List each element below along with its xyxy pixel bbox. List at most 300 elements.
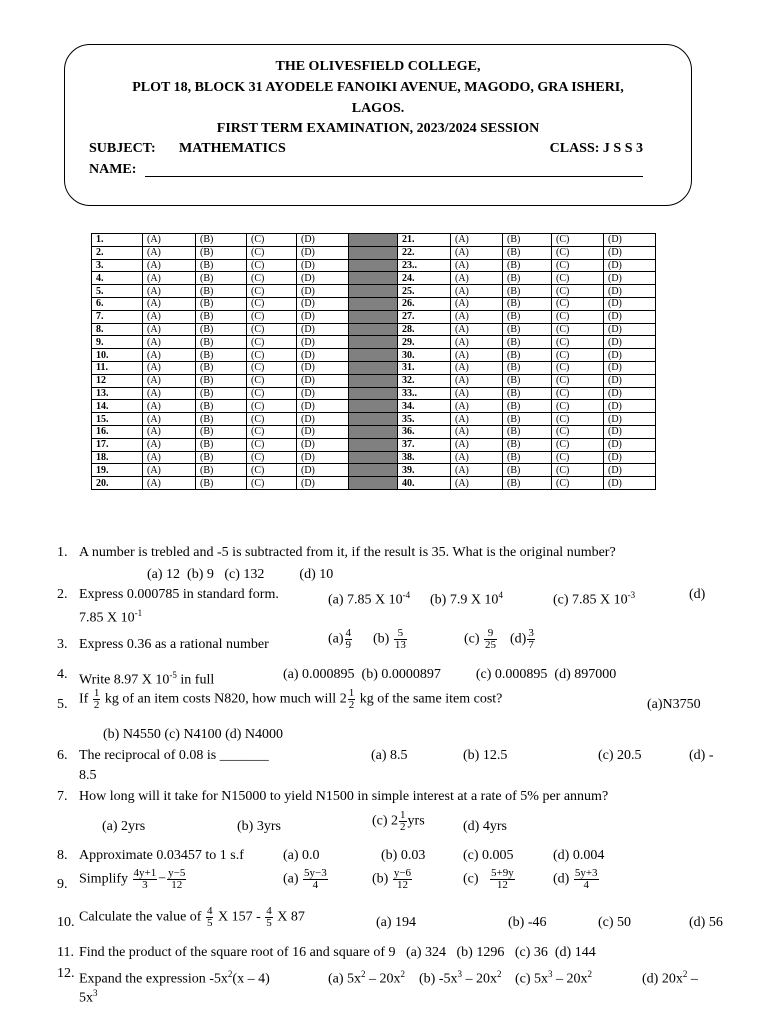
answer-option-d[interactable]: (D) xyxy=(604,259,656,272)
option-b: (b) -46 xyxy=(508,915,547,930)
answer-option-c[interactable]: (C) xyxy=(247,259,297,272)
option-c: (c) 50 xyxy=(598,915,632,930)
answer-grid-row xyxy=(92,464,656,477)
answer-option-b[interactable]: (B) xyxy=(196,451,247,464)
option-c: (c) $\frac{5+9y}{12}$ xyxy=(463,867,514,891)
subject-label: SUBJECT: xyxy=(89,141,156,156)
answer-option-d[interactable]: (D) xyxy=(604,361,656,374)
answer-option-c[interactable]: (C) xyxy=(552,349,604,362)
name-line[interactable] xyxy=(145,176,643,177)
answer-grid-row xyxy=(92,400,656,413)
grid-divider xyxy=(349,297,398,310)
option-d: (d) 0.004 xyxy=(553,848,605,863)
answer-option-d[interactable]: (D) xyxy=(297,413,349,426)
answer-option-c[interactable]: (C) xyxy=(552,259,604,272)
answer-option-c[interactable]: (C) xyxy=(247,438,297,451)
answer-option-a[interactable]: (A) xyxy=(451,259,503,272)
grid-divider xyxy=(349,400,398,413)
answer-option-b[interactable]: (B) xyxy=(196,246,247,259)
answer-option-d[interactable]: (D) xyxy=(604,323,656,336)
question-number-cell: 40. xyxy=(398,477,451,490)
answer-option-c[interactable]: (C) xyxy=(552,272,604,285)
grid-divider xyxy=(349,272,398,285)
question-number-cell: 26. xyxy=(398,297,451,310)
question-number-cell: 7. xyxy=(92,310,143,323)
answer-option-b[interactable]: (B) xyxy=(196,234,247,247)
answer-option-b[interactable]: (B) xyxy=(196,361,247,374)
grid-divider xyxy=(349,234,398,247)
question-number: 7. xyxy=(57,789,68,804)
answer-option-d[interactable]: (D) xyxy=(297,387,349,400)
option-d: (d) $\frac{3}{7}$ xyxy=(510,627,534,651)
grid-divider xyxy=(349,285,398,298)
question-number-cell: 27. xyxy=(398,310,451,323)
answer-option-b[interactable]: (B) xyxy=(196,323,247,336)
answer-option-d[interactable]: (D) xyxy=(604,438,656,451)
option-d-continued: 7.85 X $10^{-1}$ xyxy=(79,608,143,626)
answer-grid-row xyxy=(92,297,656,310)
answer-grid-row xyxy=(92,425,656,438)
answer-option-d[interactable]: (D) xyxy=(604,234,656,247)
option-d: (d) $20x^2$ – xyxy=(642,969,698,987)
grid-divider xyxy=(349,425,398,438)
question-number-cell: 18. xyxy=(92,451,143,464)
answer-option-a[interactable]: (A) xyxy=(451,246,503,259)
answer-grid-row xyxy=(92,387,656,400)
answer-option-a[interactable]: (A) xyxy=(451,400,503,413)
option-d: (d) - xyxy=(689,748,714,763)
exam-header xyxy=(64,44,692,206)
answer-option-d[interactable]: (D) xyxy=(604,451,656,464)
option-c: (c) 7.85 X $10^{-3}$ xyxy=(553,590,636,608)
school-address-line-2: LAGOS. xyxy=(351,101,405,116)
answer-option-d[interactable]: (D) xyxy=(604,272,656,285)
answer-option-a[interactable]: (A) xyxy=(451,387,503,400)
answer-option-b[interactable]: (B) xyxy=(503,477,552,490)
option-a: (a) 2yrs xyxy=(102,819,146,834)
answer-option-a[interactable]: (A) xyxy=(451,361,503,374)
option-d: (d) $\frac{5y+3}{4}$ xyxy=(553,867,598,891)
option-b: (b) 3yrs xyxy=(237,819,281,834)
answer-option-a[interactable]: (A) xyxy=(143,413,196,426)
answer-option-d[interactable]: (D) xyxy=(297,323,349,336)
answer-option-d[interactable]: (D) xyxy=(297,285,349,298)
answer-option-d[interactable]: (D) xyxy=(297,464,349,477)
answer-option-c[interactable]: (C) xyxy=(247,349,297,362)
exam-title: FIRST TERM EXAMINATION, 2023/2024 SESSION xyxy=(216,121,540,136)
answer-option-a[interactable]: (A) xyxy=(143,259,196,272)
answer-option-a[interactable]: (A) xyxy=(143,438,196,451)
answer-option-c[interactable]: (C) xyxy=(552,387,604,400)
question-text: Find the product of the square root of 16 and square of 9 (a) 324 (b) 1296 (c) 36 (d) 144 xyxy=(79,945,596,960)
school-name: THE OLIVESFIELD COLLEGE, xyxy=(275,59,481,74)
option-a: (a) 8.5 xyxy=(371,748,408,763)
option-a: (a) 7.85 X $10^{-4}$ xyxy=(328,590,411,608)
answer-option-c[interactable]: (C) xyxy=(247,336,297,349)
question-number: 3. xyxy=(57,637,68,652)
answer-grid-row xyxy=(92,272,656,285)
question-number-cell: 24. xyxy=(398,272,451,285)
answer-option-b[interactable]: (B) xyxy=(503,349,552,362)
answer-option-a[interactable]: (A) xyxy=(143,374,196,387)
question-number-cell: 13. xyxy=(92,387,143,400)
answer-option-a[interactable]: (A) xyxy=(143,400,196,413)
answer-option-a[interactable]: (A) xyxy=(143,361,196,374)
option-b: (b) 0.03 xyxy=(381,848,426,863)
answer-option-b[interactable]: (B) xyxy=(503,413,552,426)
answer-option-c[interactable]: (C) xyxy=(247,400,297,413)
answer-option-c[interactable]: (C) xyxy=(552,234,604,247)
answer-options: (b) N4550 (c) N4100 (d) N4000 xyxy=(103,727,284,742)
option-a: (a) $5x^2 - 20x^2$ xyxy=(328,969,406,987)
answer-option-a[interactable]: (A) xyxy=(143,425,196,438)
option-b: (b) $-5x^3 - 20x^2$ xyxy=(419,969,502,987)
question-number-cell: 23.. xyxy=(398,259,451,272)
question-number-cell: 5. xyxy=(92,285,143,298)
answer-option-d[interactable]: (D) xyxy=(604,336,656,349)
question-number-cell: 4. xyxy=(92,272,143,285)
answer-option-c[interactable]: (C) xyxy=(247,387,297,400)
answer-option-b[interactable]: (B) xyxy=(503,323,552,336)
answer-option-d[interactable]: (D) xyxy=(604,297,656,310)
answer-option-d[interactable]: (D) xyxy=(604,425,656,438)
answer-option-d[interactable]: (D) xyxy=(297,246,349,259)
question-number: 2. xyxy=(57,587,68,602)
question-text: A number is trebled and -5 is subtracted from it, if the result is 35. What is the original number? xyxy=(79,545,616,560)
answer-grid xyxy=(91,233,656,490)
answer-option-a[interactable]: (A) xyxy=(451,451,503,464)
option-b: (b) $\frac{y-6}{12}$ xyxy=(372,867,412,891)
answer-option-c[interactable]: (C) xyxy=(247,285,297,298)
answer-option-c[interactable]: (C) xyxy=(247,272,297,285)
answer-option-b[interactable]: (B) xyxy=(196,464,247,477)
answer-option-a[interactable]: (A) xyxy=(143,387,196,400)
answer-option-c[interactable]: (C) xyxy=(552,464,604,477)
answer-option-a[interactable]: (A) xyxy=(143,285,196,298)
option-d: (d) 4yrs xyxy=(463,819,507,834)
answer-option-d[interactable]: (D) xyxy=(297,272,349,285)
question-text: How long will it take for N15000 to yield N1500 in simple interest at a rate of 5% per annum? xyxy=(79,789,609,804)
question-number-cell: 2. xyxy=(92,246,143,259)
answer-option-c[interactable]: (C) xyxy=(552,451,604,464)
answer-option-a[interactable]: (A) xyxy=(451,234,503,247)
answer-option-a[interactable]: (A) xyxy=(451,336,503,349)
answer-option-b[interactable]: (B) xyxy=(503,259,552,272)
answer-option-a[interactable]: (A) xyxy=(143,349,196,362)
answer-option-b[interactable]: (B) xyxy=(503,464,552,477)
answer-grid-row xyxy=(92,361,656,374)
answer-option-d[interactable]: (D) xyxy=(297,400,349,413)
answer-option-d[interactable]: (D) xyxy=(604,477,656,490)
answer-option-c[interactable]: (C) xyxy=(552,246,604,259)
answer-option-a[interactable]: (A) xyxy=(143,234,196,247)
answer-grid-row xyxy=(92,246,656,259)
answer-option-d[interactable]: (D) xyxy=(297,477,349,490)
answer-option-b[interactable]: (B) xyxy=(196,349,247,362)
class-label: CLASS: J S S 3 xyxy=(549,141,643,156)
answer-option-d[interactable]: (D) xyxy=(297,234,349,247)
answer-option-a[interactable]: (A) xyxy=(451,349,503,362)
answer-option-b[interactable]: (B) xyxy=(503,234,552,247)
answer-option-c[interactable]: (C) xyxy=(247,297,297,310)
answer-option-b[interactable]: (B) xyxy=(503,297,552,310)
question-number-cell: 29. xyxy=(398,336,451,349)
answer-grid-row xyxy=(92,259,656,272)
answer-option-b[interactable]: (B) xyxy=(503,425,552,438)
name-row xyxy=(89,162,667,178)
answer-grid-row xyxy=(92,413,656,426)
answer-option-b[interactable]: (B) xyxy=(196,336,247,349)
question-number-cell: 16. xyxy=(92,425,143,438)
answer-option-b[interactable]: (B) xyxy=(503,361,552,374)
question-text: The reciprocal of 0.08 is _______ xyxy=(79,748,269,763)
option-d: (d) 56 xyxy=(689,915,723,930)
answer-option-c[interactable]: (C) xyxy=(552,323,604,336)
answer-grid-row xyxy=(92,323,656,336)
question-number-cell: 15. xyxy=(92,413,143,426)
name-label: NAME: xyxy=(89,162,137,177)
answer-option-a[interactable]: (A) xyxy=(451,374,503,387)
answer-option-b[interactable]: (B) xyxy=(503,310,552,323)
question-number-cell: 1. xyxy=(92,234,143,247)
option-b: (b) $\frac{5}{13}$ xyxy=(373,627,406,651)
answer-option-a[interactable]: (A) xyxy=(143,451,196,464)
question-text: Write 8.97 X $10^{-5}$ in full xyxy=(79,670,215,688)
answer-option-b[interactable]: (B) xyxy=(196,387,247,400)
answer-option-b[interactable]: (B) xyxy=(503,272,552,285)
answer-option-b[interactable]: (B) xyxy=(196,310,247,323)
answer-option-b[interactable]: (B) xyxy=(196,259,247,272)
question-number-cell: 12 xyxy=(92,374,143,387)
answer-option-b[interactable]: (B) xyxy=(196,400,247,413)
answer-option-d[interactable]: (D) xyxy=(297,297,349,310)
grid-divider xyxy=(349,246,398,259)
answer-options: (a) 12 (b) 9 (c) 132 (d) 10 xyxy=(147,567,334,582)
answer-option-a[interactable]: (A) xyxy=(451,464,503,477)
answer-option-b[interactable]: (B) xyxy=(503,285,552,298)
question-number: 6. xyxy=(57,748,68,763)
answer-grid-row xyxy=(92,310,656,323)
question-number-cell: 14. xyxy=(92,400,143,413)
answer-option-c[interactable]: (C) xyxy=(552,361,604,374)
answer-grid-row xyxy=(92,477,656,490)
question-number-cell: 35. xyxy=(398,413,451,426)
answer-grid-row xyxy=(92,438,656,451)
answer-option-d[interactable]: (D) xyxy=(297,438,349,451)
answer-option-b[interactable]: (B) xyxy=(503,387,552,400)
answer-option-d[interactable]: (D) xyxy=(297,361,349,374)
answer-option-a[interactable]: (A) xyxy=(143,477,196,490)
answer-option-a[interactable]: (A) xyxy=(143,336,196,349)
answer-option-a[interactable]: (A) xyxy=(143,297,196,310)
answer-option-a[interactable]: (A) xyxy=(451,413,503,426)
answer-option-d[interactable]: (D) xyxy=(297,374,349,387)
option-a: (a) 194 xyxy=(376,915,417,930)
grid-divider xyxy=(349,310,398,323)
question-number-cell: 30. xyxy=(398,349,451,362)
answer-option-a[interactable]: (A) xyxy=(451,323,503,336)
question-number-cell: 25. xyxy=(398,285,451,298)
answer-option-b[interactable]: (B) xyxy=(503,336,552,349)
answer-option-c[interactable]: (C) xyxy=(247,477,297,490)
question-number-cell: 8. xyxy=(92,323,143,336)
question-number: 1. xyxy=(57,545,68,560)
answer-option-d[interactable]: (D) xyxy=(297,451,349,464)
question-number-cell: 20. xyxy=(92,477,143,490)
answer-option-d[interactable]: (D) xyxy=(604,400,656,413)
option-c: (c) $\frac{9}{25}$ xyxy=(464,627,497,651)
answer-option-c[interactable]: (C) xyxy=(247,310,297,323)
grid-divider xyxy=(349,438,398,451)
answer-option-c[interactable]: (C) xyxy=(552,374,604,387)
answer-option-c[interactable]: (C) xyxy=(552,477,604,490)
answer-option-a[interactable]: (A) xyxy=(143,272,196,285)
answer-option-a[interactable]: (A) xyxy=(451,310,503,323)
answer-option-c[interactable]: (C) xyxy=(552,285,604,298)
answer-option-b[interactable]: (B) xyxy=(196,438,247,451)
answer-option-b[interactable]: (B) xyxy=(503,246,552,259)
answer-option-b[interactable]: (B) xyxy=(196,272,247,285)
option-a: (a) $\frac{4}{9}$ xyxy=(328,627,352,651)
option-a: (a) $\frac{5y-3}{4}$ xyxy=(283,867,327,891)
grid-divider xyxy=(349,349,398,362)
question-number-cell: 22. xyxy=(398,246,451,259)
option-b: (b) 7.9 X $10^4$ xyxy=(430,590,503,608)
question-number: 8. xyxy=(57,848,68,863)
option-b: (b) 12.5 xyxy=(463,748,508,763)
answer-option-a[interactable]: (A) xyxy=(451,438,503,451)
answer-option-c[interactable]: (C) xyxy=(247,246,297,259)
answer-option-c[interactable]: (C) xyxy=(247,464,297,477)
answer-option-a[interactable]: (A) xyxy=(143,310,196,323)
answer-grid-row xyxy=(92,451,656,464)
answer-option-c[interactable]: (C) xyxy=(247,234,297,247)
question-number-cell: 19. xyxy=(92,464,143,477)
answer-option-b[interactable]: (B) xyxy=(196,297,247,310)
question-number-cell: 6. xyxy=(92,297,143,310)
answer-option-a[interactable]: (A) xyxy=(143,323,196,336)
question-number: 5. xyxy=(57,697,68,712)
question-number-cell: 21. xyxy=(398,234,451,247)
answer-option-c[interactable]: (C) xyxy=(247,425,297,438)
answer-option-a[interactable]: (A) xyxy=(143,464,196,477)
subject-value: MATHEMATICS xyxy=(179,141,286,156)
answer-option-c[interactable]: (C) xyxy=(247,413,297,426)
answer-option-b[interactable]: (B) xyxy=(503,374,552,387)
option-a: (a) 0.0 xyxy=(283,848,320,863)
answer-options: (a) 0.000895 (b) 0.0000897 (c) 0.000895 (d) 897000 xyxy=(283,667,617,682)
answer-option-c[interactable]: (C) xyxy=(247,451,297,464)
answer-option-c[interactable]: (C) xyxy=(552,297,604,310)
answer-option-c[interactable]: (C) xyxy=(552,400,604,413)
answer-option-d[interactable]: (D) xyxy=(297,425,349,438)
answer-option-c[interactable]: (C) xyxy=(552,336,604,349)
school-address-line-1: PLOT 18, BLOCK 31 AYODELE FANOIKI AVENUE, MAGODO, GRA ISHERI, xyxy=(132,80,624,95)
question-number-cell: 28. xyxy=(398,323,451,336)
answer-option-c[interactable]: (C) xyxy=(552,310,604,323)
answer-option-c[interactable]: (C) xyxy=(552,425,604,438)
question-number-cell: 31. xyxy=(398,361,451,374)
question-text: Express 0.36 as a rational number xyxy=(79,637,269,652)
question-number-cell: 34. xyxy=(398,400,451,413)
question-text: Expand the expression $-5x^2(x - 4)$ xyxy=(79,969,270,987)
grid-divider xyxy=(349,451,398,464)
answer-option-a[interactable]: (A) xyxy=(451,297,503,310)
grid-divider xyxy=(349,464,398,477)
answer-option-d[interactable]: (D) xyxy=(604,246,656,259)
option-d: (d) xyxy=(689,587,706,602)
question-number-cell: 9. xyxy=(92,336,143,349)
question-text: Express 0.000785 in standard form. xyxy=(79,587,279,602)
question-number-cell: 3. xyxy=(92,259,143,272)
answer-option-b[interactable]: (B) xyxy=(196,285,247,298)
answer-option-d[interactable]: (D) xyxy=(297,349,349,362)
answer-option-d[interactable]: (D) xyxy=(604,464,656,477)
answer-option-c[interactable]: (C) xyxy=(247,374,297,387)
answer-option-c[interactable]: (C) xyxy=(552,413,604,426)
answer-grid-row xyxy=(92,349,656,362)
grid-divider xyxy=(349,477,398,490)
grid-divider xyxy=(349,387,398,400)
answer-option-d[interactable]: (D) xyxy=(604,374,656,387)
answer-option-b[interactable]: (B) xyxy=(196,413,247,426)
answer-grid-row xyxy=(92,285,656,298)
option-c: (c) 0.005 xyxy=(463,848,514,863)
answer-grid-row xyxy=(92,336,656,349)
answer-option-a[interactable]: (A) xyxy=(451,272,503,285)
option-a: (a)N3750 xyxy=(647,697,701,712)
question-text: If $\frac{1}{2}$ kg of an item costs N820, how much will 2 $\frac{1}{2}$ kg of the same item cost? xyxy=(79,687,503,711)
answer-option-d[interactable]: (D) xyxy=(604,387,656,400)
answer-option-a[interactable]: (A) xyxy=(451,425,503,438)
answer-grid-row xyxy=(92,374,656,387)
grid-divider xyxy=(349,336,398,349)
option-c: (c) 2 $\frac{1}{2}$ yrs xyxy=(372,809,425,833)
answer-option-d[interactable]: (D) xyxy=(297,336,349,349)
answer-option-b[interactable]: (B) xyxy=(196,477,247,490)
answer-option-b[interactable]: (B) xyxy=(503,400,552,413)
answer-option-b[interactable]: (B) xyxy=(196,425,247,438)
answer-option-a[interactable]: (A) xyxy=(451,285,503,298)
answer-option-d[interactable]: (D) xyxy=(604,349,656,362)
answer-option-b[interactable]: (B) xyxy=(503,451,552,464)
answer-option-a[interactable]: (A) xyxy=(143,246,196,259)
question-number-cell: 38. xyxy=(398,451,451,464)
grid-divider xyxy=(349,259,398,272)
answer-option-b[interactable]: (B) xyxy=(503,438,552,451)
answer-option-a[interactable]: (A) xyxy=(451,477,503,490)
question-number-cell: 36. xyxy=(398,425,451,438)
question-number-cell: 33.. xyxy=(398,387,451,400)
question-number: 12. xyxy=(57,966,75,981)
answer-option-d[interactable]: (D) xyxy=(604,413,656,426)
question-number: 11. xyxy=(57,945,74,960)
question-number-cell: 39. xyxy=(398,464,451,477)
answer-option-b[interactable]: (B) xyxy=(196,374,247,387)
answer-option-d[interactable]: (D) xyxy=(604,310,656,323)
question-text: Simplify $\frac{4y+1}{3}$ − $\frac{y-5}{12}$ xyxy=(79,867,186,891)
answer-option-c[interactable]: (C) xyxy=(247,361,297,374)
question-number-cell: 32. xyxy=(398,374,451,387)
question-text: Calculate the value of $\frac{4}{5}$ X 157 - $\frac{4}{5}$ X 87 xyxy=(79,905,305,929)
answer-option-c[interactable]: (C) xyxy=(247,323,297,336)
answer-option-d[interactable]: (D) xyxy=(297,310,349,323)
answer-option-d[interactable]: (D) xyxy=(297,259,349,272)
answer-option-d[interactable]: (D) xyxy=(604,285,656,298)
answer-option-c[interactable]: (C) xyxy=(552,438,604,451)
question-number: 4. xyxy=(57,667,68,682)
question-number-cell: 37. xyxy=(398,438,451,451)
